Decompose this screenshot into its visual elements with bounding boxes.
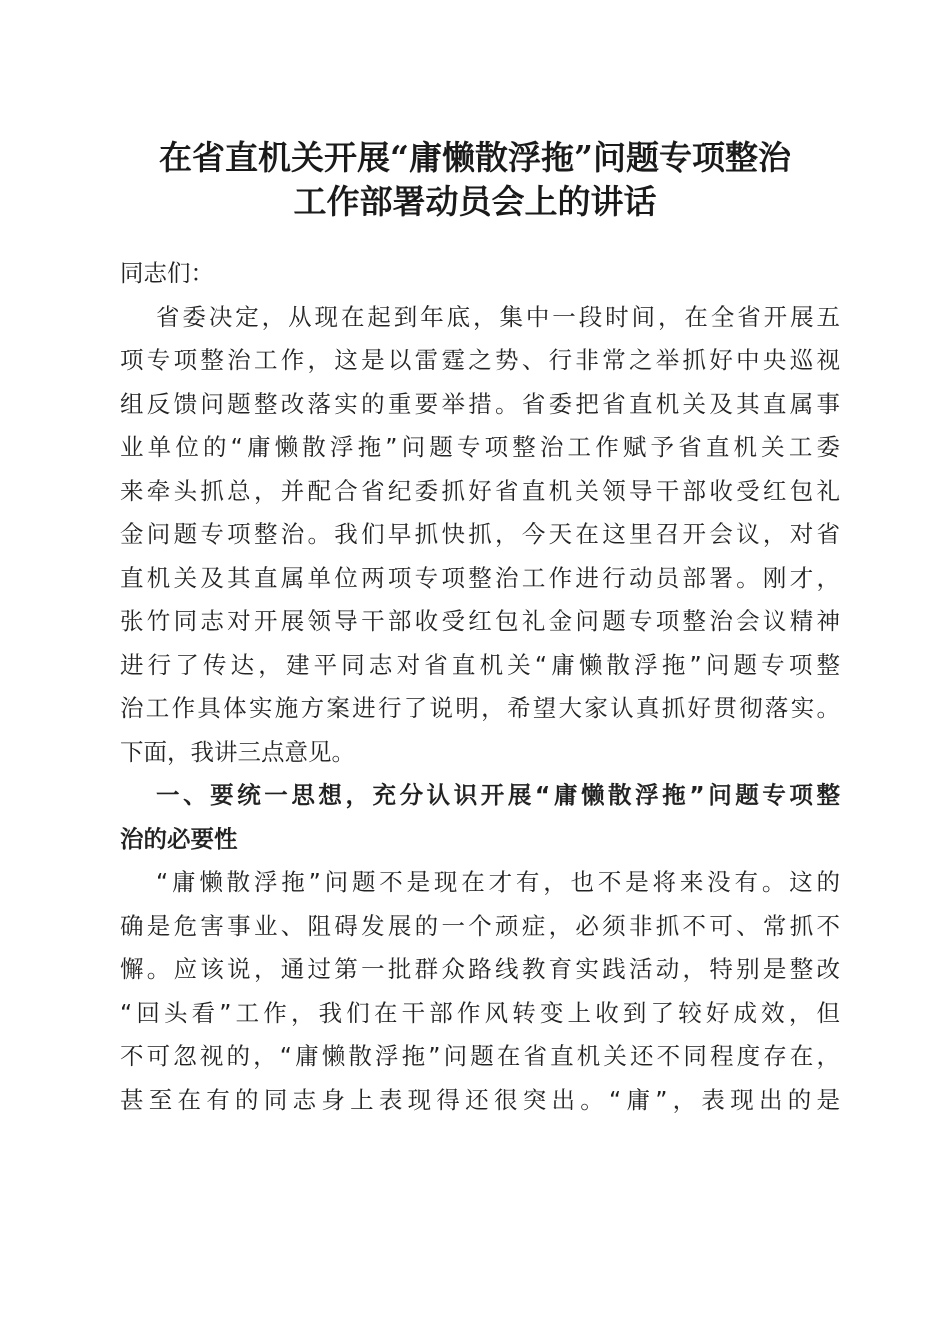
- paragraph-line: 下面，我讲三点意见。: [120, 737, 355, 766]
- paragraph-line: “庸懒散浮拖”问题不是现在才有，也不是将来没有。这的: [156, 868, 840, 896]
- title-line-1: 在省直机关开展“庸懒散浮拖”问题专项整治: [159, 138, 791, 177]
- document-title: [100, 136, 850, 224]
- section-heading-1: [120, 774, 840, 861]
- paragraph-2: [120, 861, 840, 1122]
- paragraph-1: [120, 296, 840, 775]
- paragraph-line: 懈。应该说，通过第一批群众路线教育实践活动，特别是整改: [120, 955, 840, 983]
- greeting: 同志们：: [120, 259, 214, 287]
- heading-line: 一、要统一思想，充分认识开展“庸懒散浮拖”问题专项整: [156, 781, 840, 809]
- paragraph-line: 进行了传达，建平同志对省直机关“庸懒散浮拖”问题专项整: [120, 650, 840, 679]
- paragraph-line: 确是危害事业、阻碍发展的一个顽症，必须非抓不可、常抓不: [120, 911, 840, 940]
- heading-line: 治的必要性: [120, 824, 238, 853]
- paragraph-line: 省委决定，从现在起到年底，集中一段时间，在全省开展五: [156, 302, 840, 331]
- paragraph-line: “回头看”工作，我们在干部作风转变上收到了较好成效，但: [120, 998, 840, 1027]
- document-body: [120, 252, 840, 1122]
- paragraph-line: 金问题专项整治。我们早抓快抓，今天在这里召开会议，对省: [120, 520, 840, 548]
- paragraph-line: 甚至在有的同志身上表现得还很突出。“庸”，表现出的是: [120, 1085, 840, 1114]
- paragraph-line: 来牵头抓总，并配合省纪委抓好省直机关领导干部收受红包礼: [120, 476, 840, 505]
- paragraph-line: 张竹同志对开展领导干部收受红包礼金问题专项整治会议精神: [120, 607, 840, 635]
- paragraph-line: 业单位的“庸懒散浮拖”问题专项整治工作赋予省直机关工委: [120, 433, 840, 461]
- paragraph-line: 治工作具体实施方案进行了说明，希望大家认真抓好贯彻落实。: [120, 694, 840, 722]
- paragraph-line: 项专项整治工作，这是以雷霆之势、行非常之举抓好中央巡视: [120, 346, 840, 374]
- paragraph-line: 不可忽视的，“庸懒散浮拖”问题在省直机关还不同程度存在，: [120, 1042, 840, 1070]
- title-line-2: 工作部署动员会上的讲话: [293, 182, 657, 221]
- paragraph-line: 直机关及其直属单位两项专项整治工作进行动员部署。刚才，: [120, 563, 840, 592]
- paragraph-line: 组反馈问题整改落实的重要举措。省委把省直机关及其直属事: [120, 389, 840, 418]
